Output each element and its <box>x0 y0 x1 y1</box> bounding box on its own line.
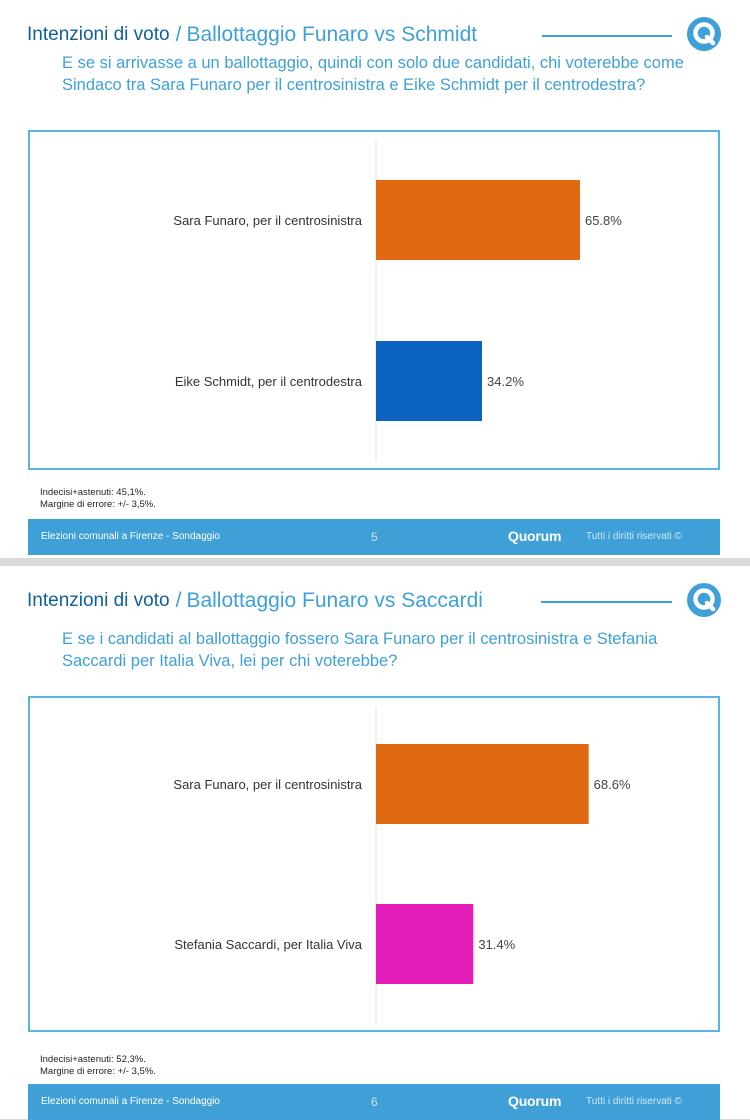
quorum-logo-icon <box>686 582 722 618</box>
category-label-1: Sara Funaro, per il centrosinistra <box>173 213 362 228</box>
chart-frame <box>28 130 720 470</box>
footer-title: Elezioni comunali a Firenze - Sondaggio <box>41 1096 220 1107</box>
chart-frame <box>28 696 720 1032</box>
note-undecided: Indecisi+astenuti: 52,3%. <box>40 1054 146 1065</box>
slide-6 <box>0 566 750 1119</box>
slide-5 <box>0 0 750 558</box>
title-main: Intenzioni di voto <box>27 24 170 45</box>
note-margin: Margine di errore: +/- 3,5%. <box>40 499 156 510</box>
footer-brand: Quorum <box>508 1093 562 1109</box>
bar-1 <box>376 180 580 260</box>
title-separator: / <box>175 23 182 46</box>
bar-chart <box>30 698 718 1030</box>
footer-title: Elezioni comunali a Firenze - Sondaggio <box>41 531 220 542</box>
page-number: 6 <box>371 1095 378 1109</box>
title-divider <box>542 35 672 37</box>
bar-2 <box>376 904 473 984</box>
footer-bar <box>28 519 720 555</box>
title-subtitle: Ballottaggio Funaro vs Schmidt <box>186 23 478 46</box>
slide-title <box>27 20 477 50</box>
title-subtitle: Ballottaggio Funaro vs Saccardi <box>186 589 483 612</box>
bar-1 <box>376 744 589 824</box>
survey-question: E se i candidati al ballottaggio fossero Sara Funaro per il centrosinistra e Stefania Saccardi per Italia Viva, lei per chi voterebbe? <box>62 630 658 670</box>
value-label-1: 68.6% <box>593 777 631 792</box>
notes <box>40 1054 156 1078</box>
bar-2 <box>376 341 482 421</box>
title-separator: / <box>175 589 182 612</box>
note-undecided: Indecisi+astenuti: 45,1%. <box>40 487 146 498</box>
footer-rights: Tutti i diritti riservati © <box>586 1096 682 1107</box>
notes <box>40 487 156 511</box>
category-label-2: Eike Schmidt, per il centrodestra <box>174 374 362 389</box>
survey-question: E se si arrivasse a un ballottaggio, quindi con solo due candidati, chi voterebbe come Sindaco tra Sara Funaro per il centrosinistra e Eike Schmidt per il centrodestra? <box>62 54 684 94</box>
value-label-2: 31.4% <box>478 937 516 952</box>
slide-title <box>27 586 483 616</box>
category-label-2: Stefania Saccardi, per Italia Viva <box>174 937 362 952</box>
title-divider <box>541 601 672 603</box>
value-label-2: 34.2% <box>487 374 524 389</box>
page-number: 5 <box>371 530 378 544</box>
footer-rights: Tutti i diritti riservati © <box>586 531 682 542</box>
quorum-logo-icon <box>686 16 722 52</box>
bar-chart <box>30 132 718 468</box>
footer-brand: Quorum <box>508 528 562 544</box>
title-main: Intenzioni di voto <box>27 590 170 611</box>
note-margin: Margine di errore: +/- 3,5%. <box>40 1066 156 1077</box>
category-label-1: Sara Funaro, per il centrosinistra <box>173 777 362 792</box>
footer-bar <box>28 1084 720 1120</box>
value-label-1: 65.8% <box>584 213 622 228</box>
